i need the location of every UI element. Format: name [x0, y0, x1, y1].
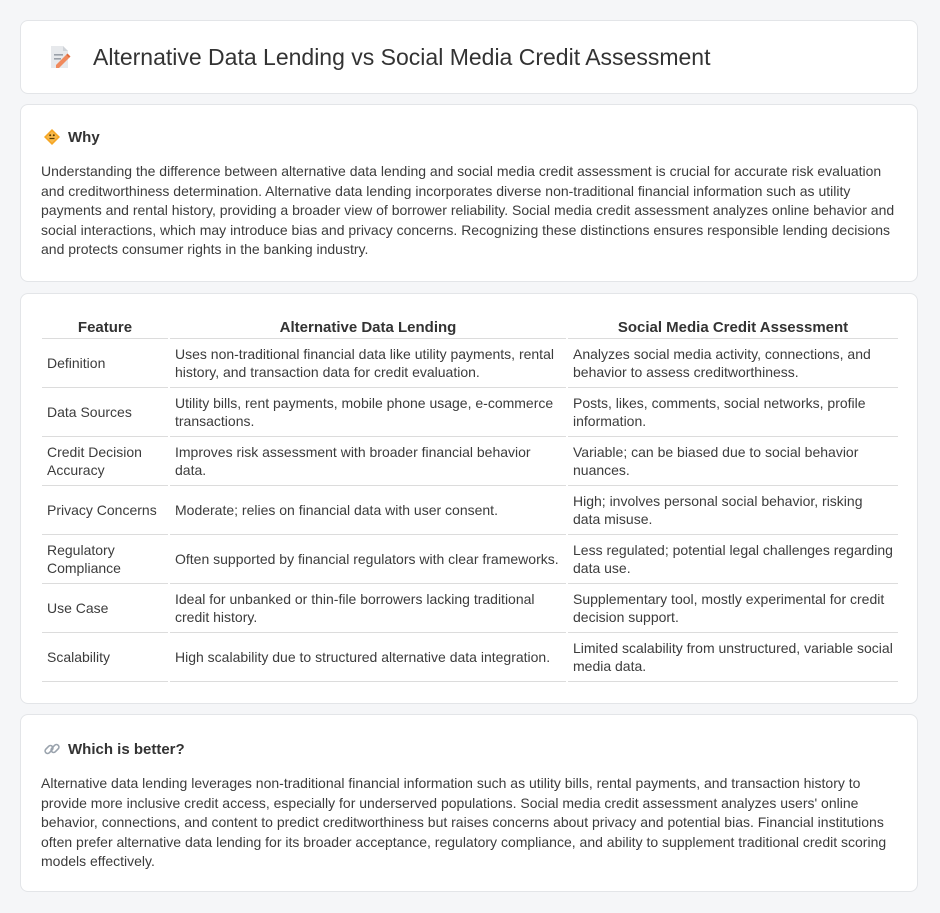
- feature-cell: Regulatory Compliance: [42, 535, 168, 584]
- alternative-cell: Ideal for unbanked or thin-file borrowers lacking traditional credit history.: [170, 584, 566, 633]
- alternative-cell: Moderate; relies on financial data with user consent.: [170, 486, 566, 535]
- social-cell: Analyzes social media activity, connections, and behavior to assess creditworthiness.: [568, 339, 898, 388]
- social-cell: Posts, likes, comments, social networks, profile information.: [568, 388, 898, 437]
- table-row: [42, 486, 898, 535]
- comparison-table: [40, 316, 900, 682]
- column-header-alternative: Alternative Data Lending: [170, 316, 566, 339]
- social-cell: High; involves personal social behavior, risking data misuse.: [568, 486, 898, 535]
- social-cell: Limited scalability from unstructured, variable social media data.: [568, 633, 898, 682]
- alternative-cell: Often supported by financial regulators with clear frameworks.: [170, 535, 566, 584]
- column-header-social: Social Media Credit Assessment: [568, 316, 898, 339]
- feature-cell: Use Case: [42, 584, 168, 633]
- why-title: Why: [68, 128, 100, 146]
- page-title: Alternative Data Lending vs Social Media Credit Assessment: [93, 43, 711, 70]
- social-cell: Less regulated; potential legal challenges regarding data use.: [568, 535, 898, 584]
- link-icon: [43, 740, 61, 758]
- better-body: Alternative data lending leverages non-traditional financial information such as utility bills, rental payments, and transaction history to provide more inclusive credit access, especially for underserved populations. Social media credit assessment analyzes users' online behavior, connections, and content to predict creditworthiness but raises concerns about privacy and potential bias. Financial institutions often prefer alternative data lending for its broader acceptance, regulatory compliance, and ability to supplement traditional credit scoring models effectively.: [41, 775, 887, 870]
- document-pencil-icon: [45, 43, 73, 71]
- title-card: [20, 20, 918, 94]
- feature-cell: Definition: [42, 339, 168, 388]
- table-row: [42, 535, 898, 584]
- feature-cell: Privacy Concerns: [42, 486, 168, 535]
- feature-cell: Scalability: [42, 633, 168, 682]
- table-row: [42, 388, 898, 437]
- why-body: Understanding the difference between alternative data lending and social media credit assessment is crucial for accurate risk evaluation and creditworthiness determination. Alternative data lending incorporates diverse non-traditional financial information such as utility payments and rental history, providing a broader view of borrower reliability. Social media credit assessment analyzes online behavior and social interactions, which may introduce bias and privacy concerns. Recognizing these distinctions ensures responsible lending decisions and protects consumer rights in the banking industry.: [41, 163, 895, 258]
- alternative-cell: High scalability due to structured alternative data integration.: [170, 633, 566, 682]
- comparison-card: [20, 293, 918, 704]
- table-row: [42, 339, 898, 388]
- road-sign-icon: [43, 128, 61, 146]
- alternative-cell: Improves risk assessment with broader financial behavior data.: [170, 437, 566, 486]
- better-header: [43, 739, 897, 759]
- which-is-better-section: [20, 714, 918, 892]
- alternative-cell: Utility bills, rent payments, mobile phone usage, e-commerce transactions.: [170, 388, 566, 437]
- social-cell: Supplementary tool, mostly experimental for credit decision support.: [568, 584, 898, 633]
- table-header-row: [42, 316, 898, 339]
- why-section: [20, 104, 918, 282]
- why-header: [43, 127, 897, 147]
- table-row: [42, 437, 898, 486]
- social-cell: Variable; can be biased due to social behavior nuances.: [568, 437, 898, 486]
- feature-cell: Credit Decision Accuracy: [42, 437, 168, 486]
- feature-cell: Data Sources: [42, 388, 168, 437]
- better-title: Which is better?: [68, 740, 185, 758]
- column-header-feature: Feature: [42, 316, 168, 339]
- alternative-cell: Uses non-traditional financial data like utility payments, rental history, and transaction data for credit evaluation.: [170, 339, 566, 388]
- table-row: [42, 633, 898, 682]
- table-row: [42, 584, 898, 633]
